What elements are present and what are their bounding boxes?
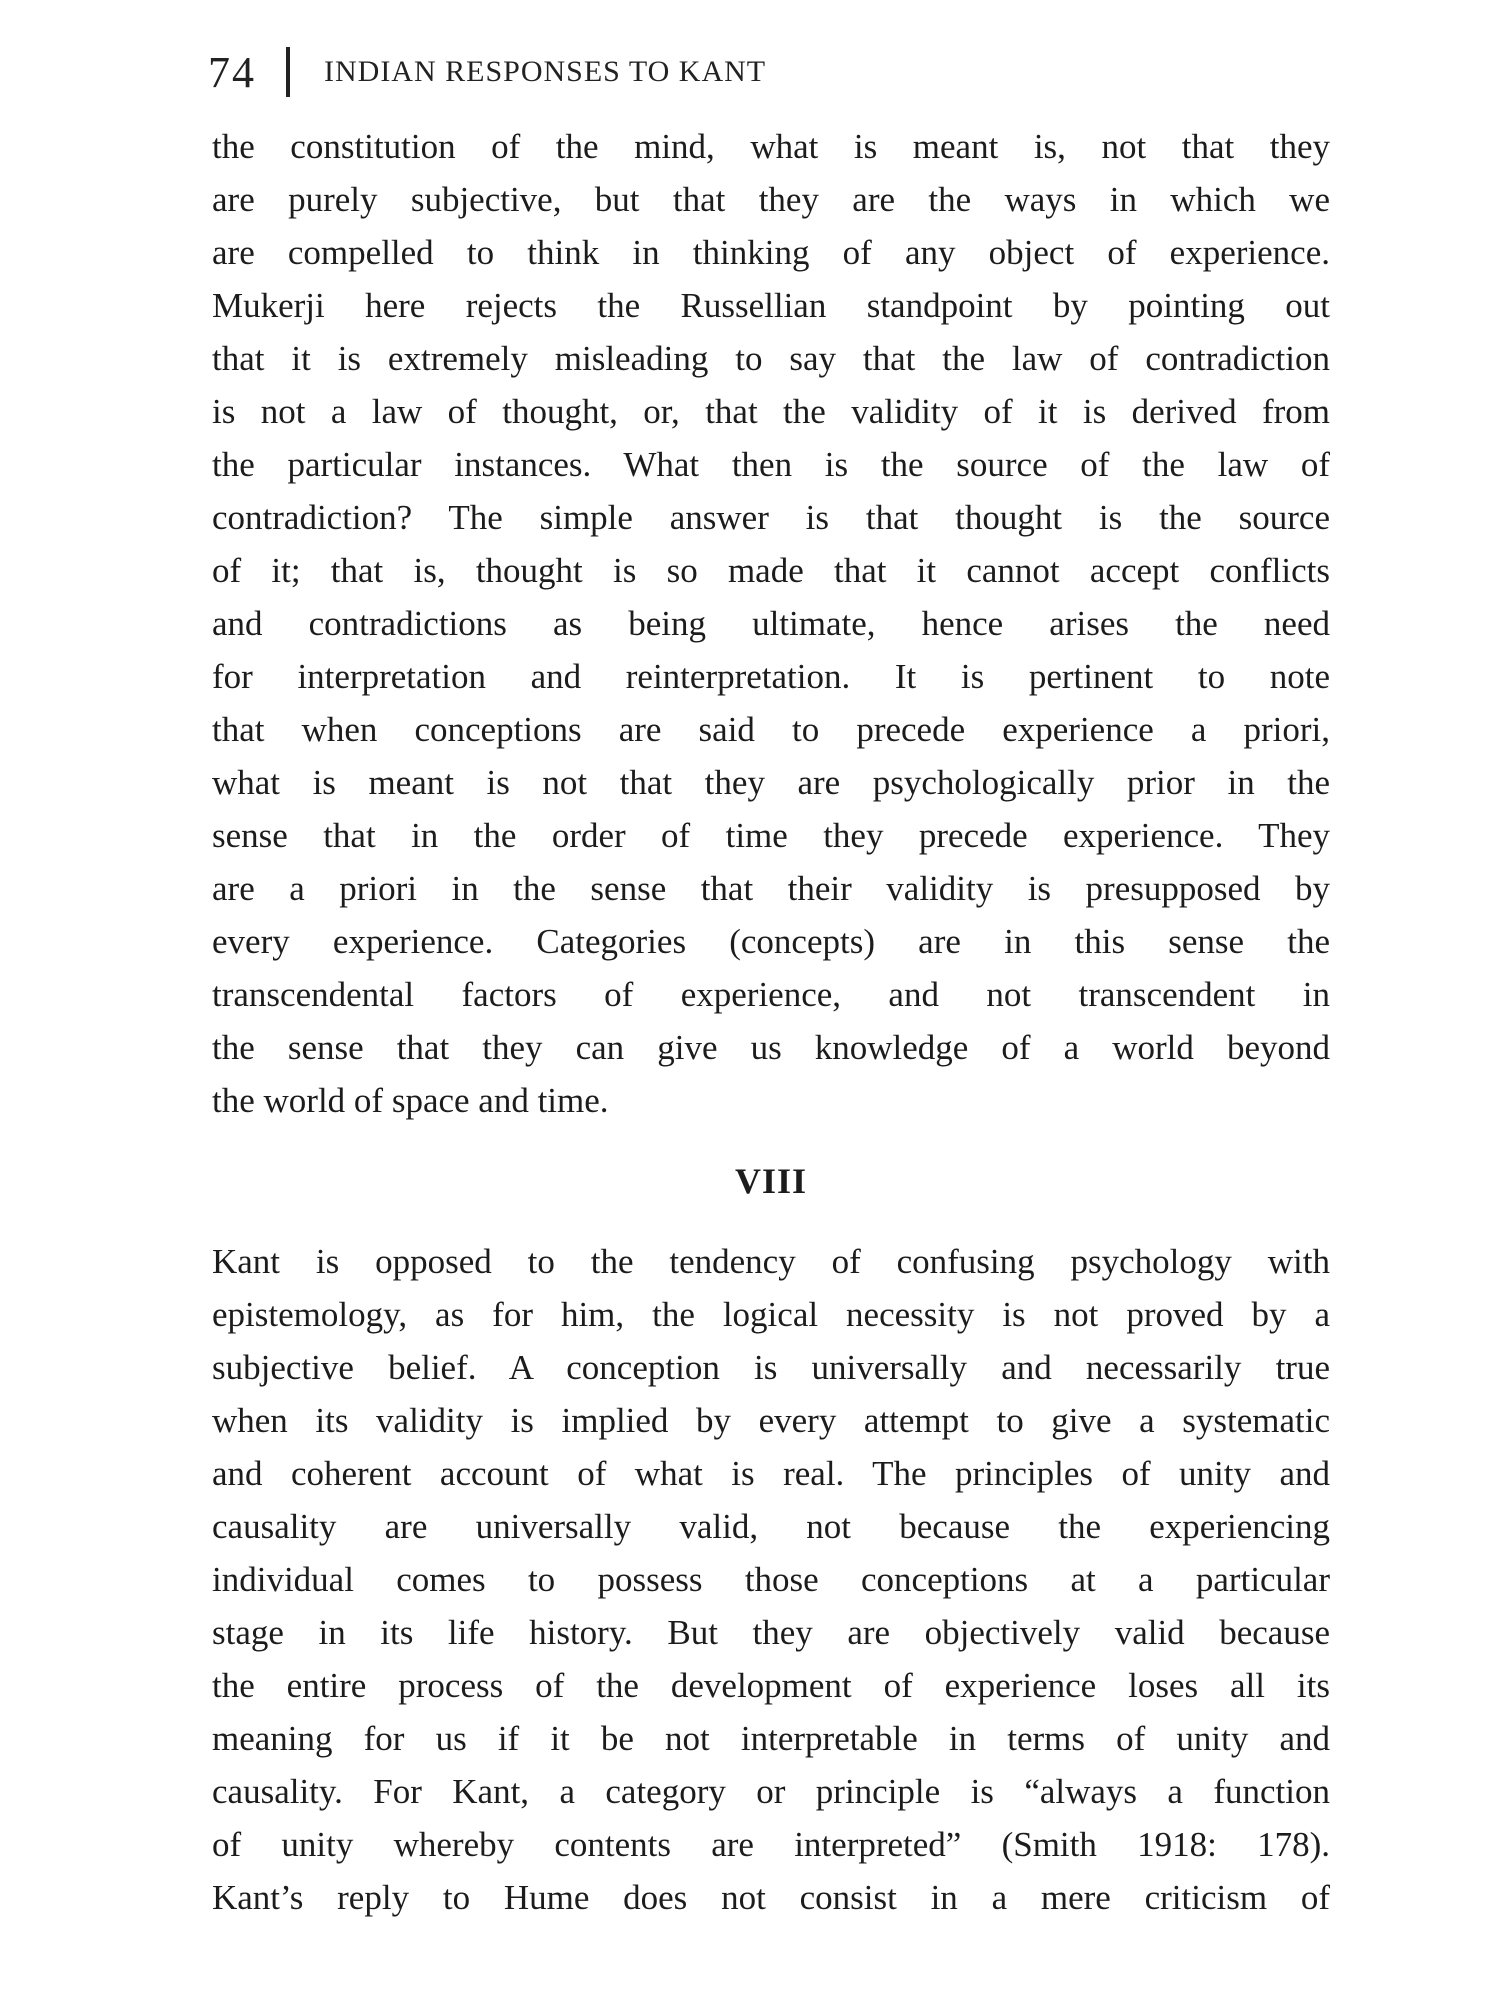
page-number: 74	[208, 47, 256, 97]
text-line: the world of space and time.	[212, 1081, 609, 1120]
text-line: the particular instances. What then is the source of the law of	[212, 445, 1330, 484]
text-line: meaning for us if it be not interpretable in terms of unity and	[212, 1719, 1330, 1758]
text-line: are purely subjective, but that they are the ways in which we	[212, 180, 1330, 219]
text-line: Kant is opposed to the tendency of confusing psychology with	[212, 1242, 1330, 1281]
text-line: causality are universally valid, not because the experiencing	[212, 1507, 1330, 1546]
text-line: sense that in the order of time they precede experience. They	[212, 816, 1330, 855]
text-line: the entire process of the development of experience loses all its	[212, 1666, 1330, 1705]
running-title: INDIAN RESPONSES TO KANT	[324, 55, 767, 88]
text-line: for interpretation and reinterpretation. It is pertinent to note	[212, 657, 1330, 696]
text-line: causality. For Kant, a category or principle is “always a function	[212, 1772, 1330, 1811]
text-line: is not a law of thought, or, that the validity of it is derived from	[212, 392, 1330, 431]
text-line: of unity whereby contents are interpreted” (Smith 1918: 178).	[212, 1825, 1330, 1864]
text-line: are a priori in the sense that their validity is presupposed by	[212, 869, 1330, 908]
paragraph-continued	[212, 120, 1330, 1127]
text-line: contradiction? The simple answer is that thought is the source	[212, 498, 1330, 537]
text-line: Kant’s reply to Hume does not consist in a mere criticism of	[212, 1878, 1330, 1917]
text-line: the constitution of the mind, what is meant is, not that they	[212, 127, 1330, 166]
text-line: are compelled to think in thinking of any object of experience.	[212, 233, 1330, 272]
text-line: that when conceptions are said to precede experience a priori,	[212, 710, 1330, 749]
header-divider	[286, 47, 290, 97]
text-line: stage in its life history. But they are objectively valid because	[212, 1613, 1330, 1652]
text-line: the sense that they can give us knowledge of a world beyond	[212, 1028, 1330, 1067]
text-line: of it; that is, thought is so made that it cannot accept conflicts	[212, 551, 1330, 590]
text-line: that it is extremely misleading to say that the law of contradiction	[212, 339, 1330, 378]
text-line: epistemology, as for him, the logical necessity is not proved by a	[212, 1295, 1330, 1334]
text-line: and coherent account of what is real. The principles of unity and	[212, 1454, 1330, 1493]
paragraph	[212, 1235, 1330, 1924]
text-line: Mukerji here rejects the Russellian standpoint by pointing out	[212, 286, 1330, 325]
text-line: transcendental factors of experience, and not transcendent in	[212, 975, 1330, 1014]
section-heading: VIII	[734, 1161, 808, 1201]
text-line: subjective belief. A conception is universally and necessarily true	[212, 1348, 1330, 1387]
text-line: when its validity is implied by every attempt to give a systematic	[212, 1401, 1330, 1440]
text-line: what is meant is not that they are psychologically prior in the	[212, 763, 1330, 802]
text-line: and contradictions as being ultimate, hence arises the need	[212, 604, 1330, 643]
text-line: every experience. Categories (concepts) are in this sense the	[212, 922, 1330, 961]
running-head	[208, 40, 766, 104]
text-line: individual comes to possess those conceptions at a particular	[212, 1560, 1330, 1599]
